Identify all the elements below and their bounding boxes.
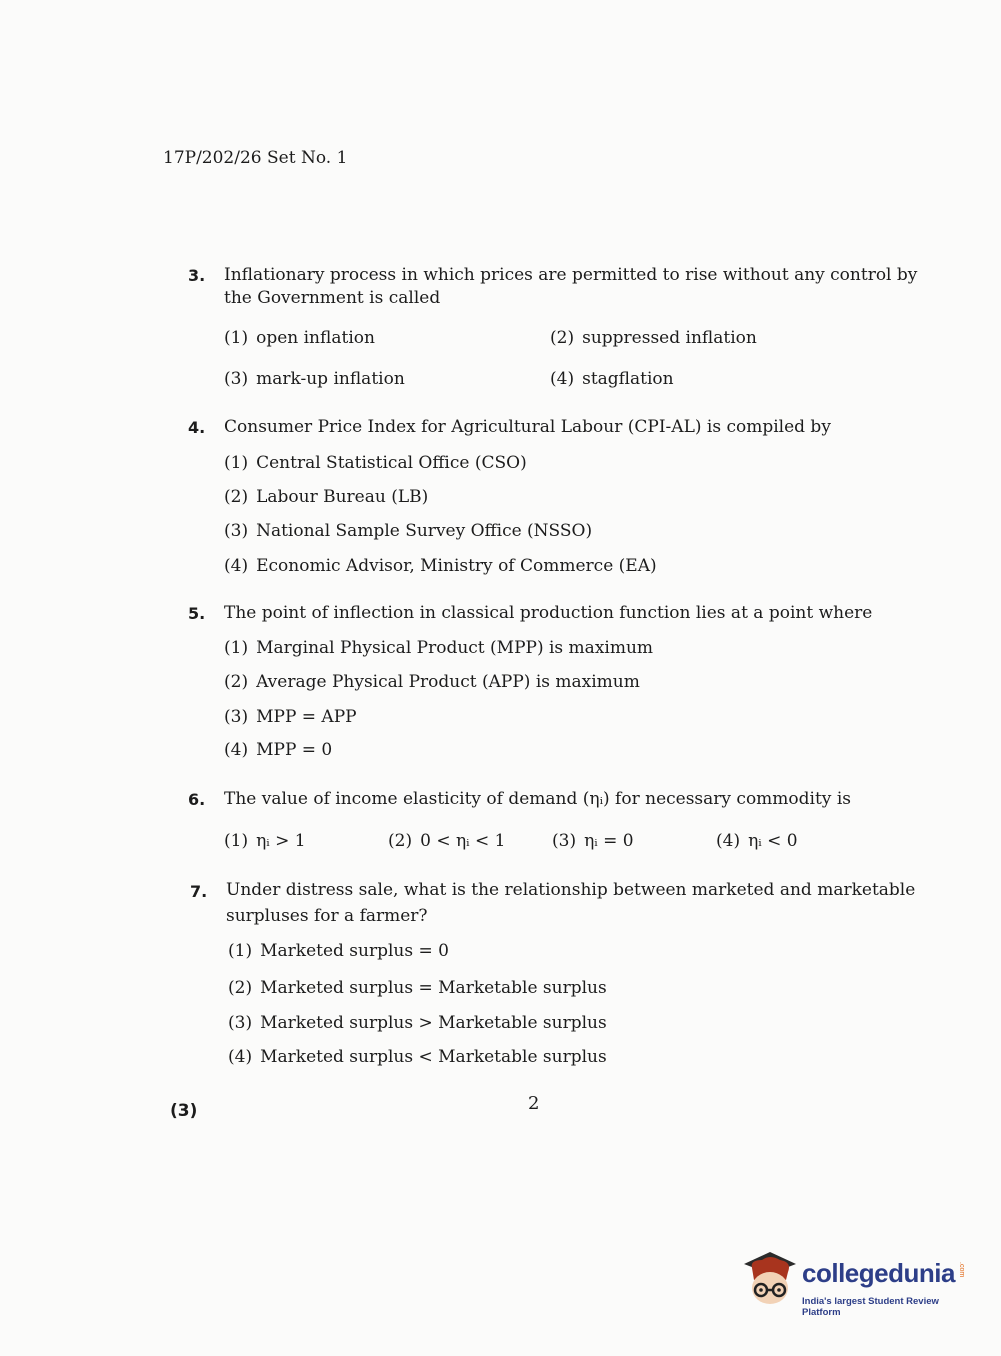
option-3: (3) ηᵢ = 0 (552, 831, 634, 851)
question-number: 4. (188, 418, 206, 437)
question-text: Under distress sale, what is the relationship between marketed and marketable (226, 880, 916, 900)
option-1: (1) open inflation (224, 328, 375, 348)
option-4: (4) Economic Advisor, Ministry of Commerce (EA) (224, 556, 657, 576)
question-text-cont: surpluses for a farmer? (226, 906, 428, 926)
question-number: 5. (188, 604, 206, 623)
logo-name: collegedunia (802, 1258, 955, 1288)
option-3: (3) Marketed surplus > Marketable surplus (228, 1013, 607, 1033)
option-2: (2) 0 < ηᵢ < 1 (388, 831, 506, 851)
question-number: 3. (188, 266, 206, 285)
option-4: (4) stagflation (550, 369, 674, 389)
option-2: (2) Average Physical Product (APP) is maximum (224, 672, 640, 692)
option-3: (3) mark-up inflation (224, 369, 405, 389)
option-3: (3) MPP = APP (224, 707, 357, 727)
paper-code: 17P/202/26 Set No. 1 (163, 148, 348, 168)
option-1: (1) Marginal Physical Product (MPP) is maximum (224, 638, 654, 658)
question-text: The point of inflection in classical production function lies at a point where (224, 603, 873, 623)
option-1: (1) Central Statistical Office (CSO) (224, 453, 527, 473)
question-text: The value of income elasticity of demand (ηᵢ) for necessary commodity is (224, 789, 851, 809)
option-2: (2) suppressed inflation (550, 328, 757, 348)
page-number: 2 (528, 1093, 540, 1114)
logo-suffix: .com (958, 1262, 965, 1278)
collegedunia-logo[interactable] (740, 1248, 980, 1318)
option-1: (1) Marketed surplus = 0 (228, 941, 449, 961)
option-4: (4) ηᵢ < 0 (716, 831, 798, 851)
question-text: Inflationary process in which prices are permitted to rise without any control by (224, 265, 918, 285)
margin-mark: (3) (170, 1101, 198, 1121)
logo-tagline: India's largest Student Review Platform (802, 1296, 939, 1318)
option-2: (2) Marketed surplus = Marketable surplus (228, 978, 607, 998)
option-2: (2) Labour Bureau (LB) (224, 487, 429, 507)
option-1: (1) ηᵢ > 1 (224, 831, 306, 851)
option-4: (4) Marketed surplus < Marketable surplus (228, 1047, 607, 1067)
question-text-cont: the Government is called (224, 288, 441, 308)
option-3: (3) National Sample Survey Office (NSSO) (224, 521, 593, 541)
mascot-icon (740, 1250, 800, 1312)
question-text: Consumer Price Index for Agricultural Labour (CPI-AL) is compiled by (224, 417, 831, 437)
question-number: 7. (190, 882, 208, 901)
option-4: (4) MPP = 0 (224, 740, 333, 760)
question-number: 6. (188, 790, 206, 809)
